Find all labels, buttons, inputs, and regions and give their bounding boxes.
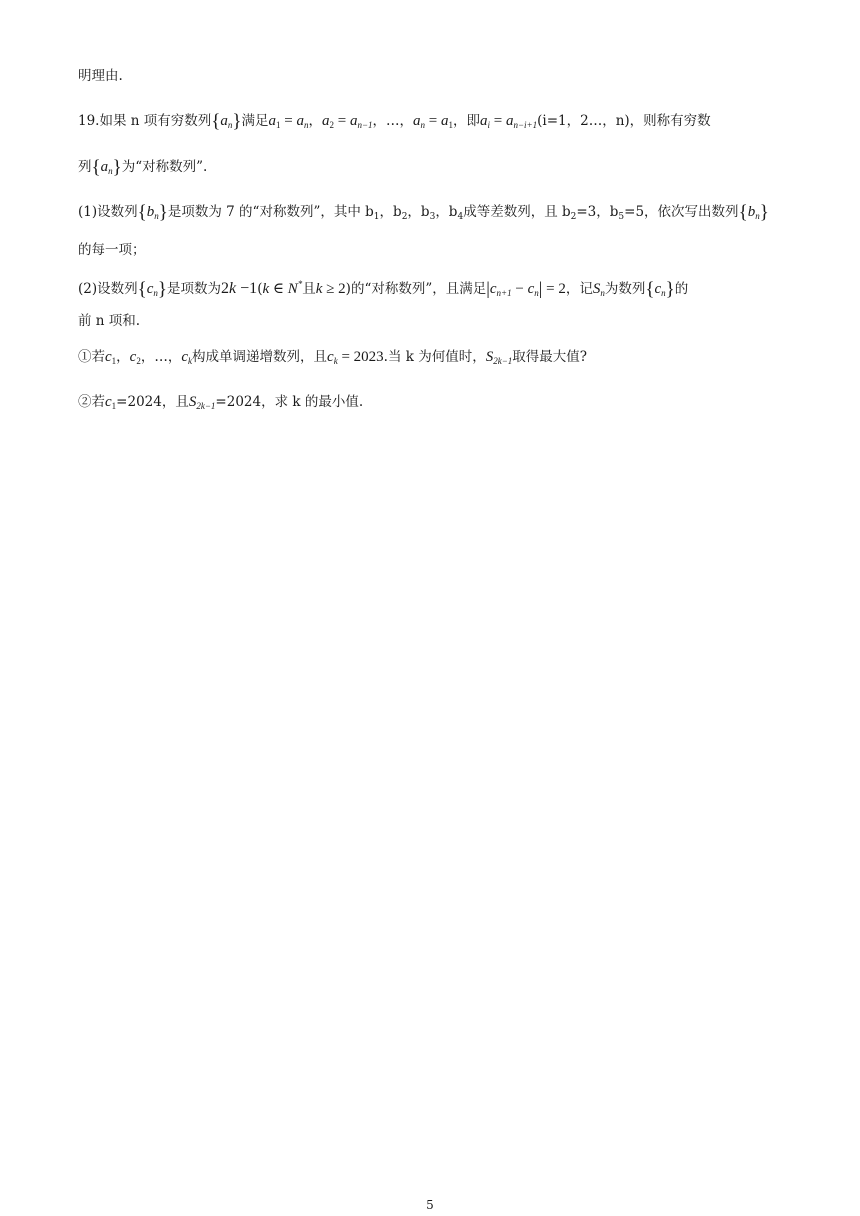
- text-line: [78, 240, 146, 260]
- text-fragment: ②若: [78, 394, 105, 410]
- text-fragment: 构成单调递增数列，且: [192, 349, 328, 365]
- text-fragment: ，: [116, 349, 130, 365]
- text-fragment: ，b: [407, 204, 430, 220]
- text-fragment: (i=1，2…，n)，则称有穷数: [537, 113, 711, 129]
- text-fragment: ，: [308, 113, 322, 129]
- text-fragment: 明理由.: [78, 68, 123, 84]
- text-line: 列$\{a_n\}$为“对称数列”.: [78, 157, 208, 178]
- text-fragment: 为“对称数列”.: [121, 159, 208, 175]
- subpart-2-line: ②若$c_1=2024$，且$S_{2k-1}=2024$，求 k 的最小值.: [78, 394, 364, 411]
- text-fragment: =2024，且: [116, 394, 189, 410]
- text-fragment: …，: [154, 349, 182, 365]
- text-fragment: 为数列: [604, 281, 646, 297]
- text-fragment: =3，b: [576, 204, 619, 220]
- text-fragment: =5，依次写出数列: [624, 204, 739, 220]
- text-fragment: (: [257, 281, 263, 297]
- text-fragment: ，即: [452, 113, 480, 129]
- text-fragment: ，b: [379, 204, 402, 220]
- text-fragment: (2)设数列: [78, 281, 138, 297]
- page-number: 5: [426, 1198, 434, 1212]
- text-fragment: .当 k 为何值时，: [383, 349, 486, 365]
- text-fragment: 前 n 项和.: [78, 313, 141, 329]
- part-2-line: (2)设数列$\{c_n\}$是项数为2k −1(k ∈ N*且k ≥ 2)的“对称数列”，且满足$|c_{n+1} - c_n| = 2$，记$S_n$为数列$\{c_n\}$的: [78, 278, 689, 300]
- text-fragment: (1)设数列: [78, 204, 138, 220]
- text-fragment: ，: [372, 113, 387, 129]
- text-fragment: 的每一项；: [78, 242, 146, 258]
- text-fragment: 是项数为 7 的“对称数列”，其中 b: [167, 204, 374, 220]
- question-19-line: 19.如果 n 项有穷数列$\{a_n\}$满足$a_1 = a_n$，$a_2 = a_{n-1}$，…，$a_n = a_1$，即$a_i = a_{n-i+1}(i=1$，2…，n)，则称有穷数: [78, 111, 711, 132]
- subpart-1-line: ①若$c_1$，$c_2$，…，$c_k$构成单调递增数列，且$c_k = 2023$.当 k 为何值时，$S_{2k-1}$取得最大值?: [78, 349, 588, 366]
- text-fragment: ①若: [78, 349, 105, 365]
- text-fragment: =2024，求 k 的最小值.: [215, 394, 364, 410]
- part-1-line: (1)设数列$\{b_n\}$是项数为 7 的“对称数列”，其中 $b_1$，$b_2$，$b_3$，$b_4$成等差数列，且 $b_2=3$，$b_5=5$，依次写出数列$\{b_n\}$: [78, 202, 769, 223]
- text-fragment: 满足: [241, 113, 269, 129]
- text-line: [78, 311, 140, 331]
- text-line: [78, 66, 123, 86]
- text-fragment: ，记: [565, 281, 593, 297]
- text-fragment: 取得最大值?: [512, 349, 588, 365]
- text-fragment: 成等差数列，且 b: [463, 204, 571, 220]
- text-fragment: )的“对称数列”，且满足: [345, 281, 487, 297]
- text-fragment: ，b: [435, 204, 458, 220]
- math: $a_1$: [268, 113, 281, 130]
- text-fragment: 且: [302, 281, 316, 297]
- text-fragment: 列: [78, 159, 92, 175]
- text-fragment: …，: [386, 113, 414, 129]
- text-fragment: 是项数为: [167, 281, 222, 297]
- text-fragment: 的: [674, 281, 689, 297]
- text-fragment: ，: [140, 349, 155, 365]
- text-fragment: 19.如果 n 项有穷数列: [78, 113, 212, 129]
